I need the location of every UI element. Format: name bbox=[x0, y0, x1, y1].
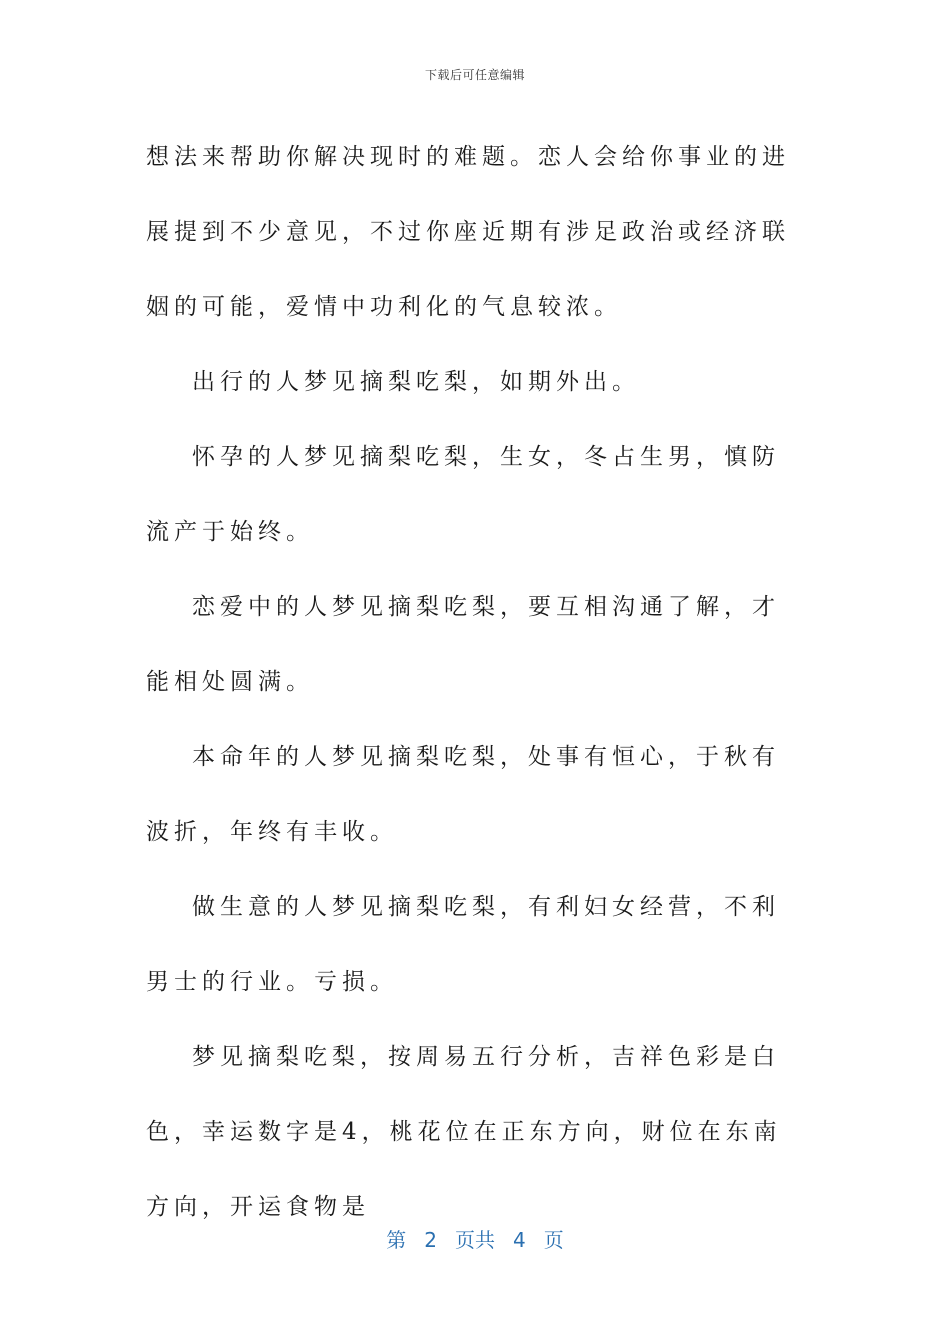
paragraph-2: 出行的人梦见摘梨吃梨，如期外出。 bbox=[192, 369, 640, 395]
paragraph-4: 恋爱中的人梦见摘梨吃梨，要互相沟通了解，才能相处圆满。 bbox=[146, 594, 780, 695]
paragraph-3: 怀孕的人梦见摘梨吃梨，生女，冬占生男，慎防流产于始终。 bbox=[146, 444, 780, 545]
paragraph-7: 梦见摘梨吃梨，按周易五行分析，吉祥色彩是白色，幸运数字是4，桃花位在正东方向，财位在东南方向，开运食物是 bbox=[146, 1044, 782, 1220]
page-footer bbox=[0, 1224, 950, 1253]
paragraph-1: 想法来帮助你解决现时的难题。恋人会给你事业的进展提到不少意见，不过你座近期有涉足政治或经济联姻的可能，爱情中功利化的气息较浓。 bbox=[146, 144, 790, 320]
footer-page-middle: 页共 bbox=[455, 1228, 495, 1252]
footer-page-prefix: 第 bbox=[386, 1228, 407, 1252]
footer-page-current: 2 bbox=[424, 1228, 437, 1252]
header-note: 下载后可任意编辑 bbox=[424, 68, 525, 82]
document-body bbox=[146, 120, 796, 1245]
paragraph-5: 本命年的人梦见摘梨吃梨，处事有恒心，于秋有波折，年终有丰收。 bbox=[146, 744, 780, 845]
paragraph-6: 做生意的人梦见摘梨吃梨，有利妇女经营，不利男士的行业。亏损。 bbox=[146, 894, 780, 995]
footer-page-total: 4 bbox=[513, 1228, 526, 1252]
footer-page-suffix: 页 bbox=[543, 1228, 564, 1252]
